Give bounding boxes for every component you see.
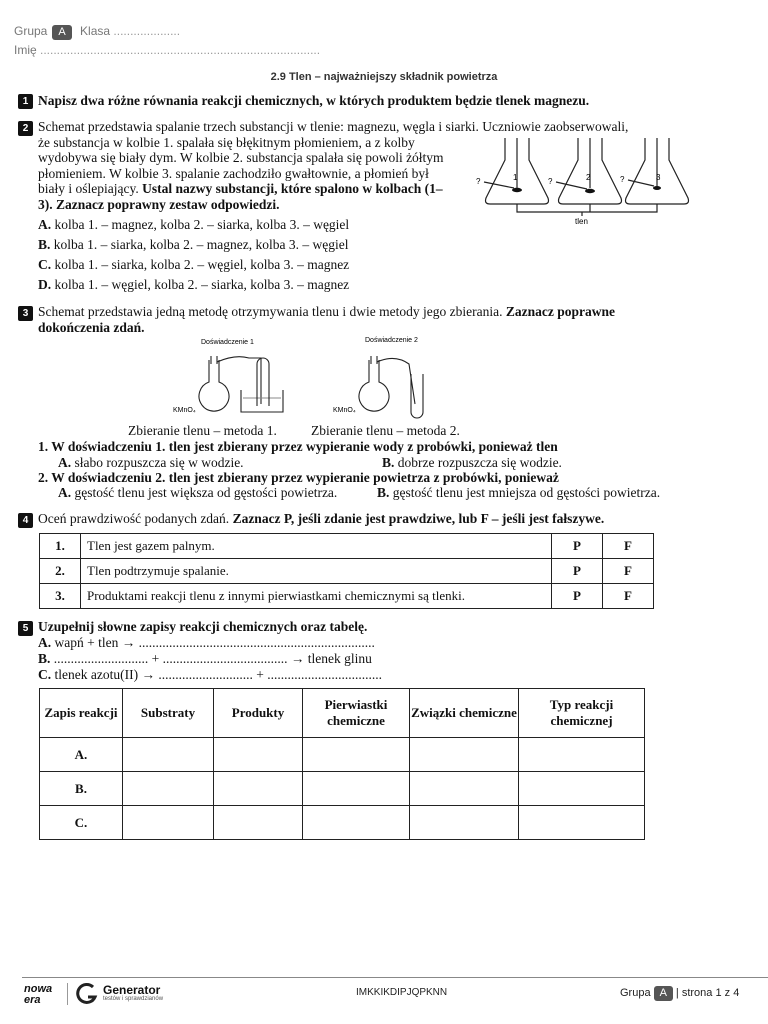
header-cell: Związki chemiczne xyxy=(410,689,519,738)
oxygen-label: tlen xyxy=(575,217,588,226)
row-label: B. xyxy=(40,772,123,806)
q5-line-b[interactable]: B. ............................ + ..................................... → tlenek glinu xyxy=(38,651,372,666)
flask-question-mark: ? xyxy=(476,177,481,186)
option-b[interactable]: B. kolba 1. – siarka, kolba 2. – magnez, kolba 3. – węgiel xyxy=(38,237,349,252)
header-cell: Typ reakcji chemicznej xyxy=(519,689,645,738)
generator-logo-subtitle: testów i sprawdzianów xyxy=(103,996,164,1002)
kmno4-label-2: KMnO₄ xyxy=(333,407,356,414)
experiment-2-title: Doświadczenie 2 xyxy=(365,337,418,344)
reaction-table xyxy=(39,688,645,840)
q2-instruction: 3). Zaznacz poprawny zestaw odpowiedzi. xyxy=(38,196,280,212)
question-number-3: 3 xyxy=(18,306,33,321)
q5-line-a[interactable]: A. wapń + tlen → ...................................................................... xyxy=(38,635,375,650)
answer-cell[interactable] xyxy=(303,806,410,840)
q2-line: Schemat przedstawia spalanie trzech substancji w tlenie: magnezu, węgla i siarki. Uczniowie zaobserwowali, xyxy=(38,119,629,134)
kmno4-label-1: KMnO₄ xyxy=(173,407,196,414)
q2-line: biały i oślepiający. xyxy=(38,181,143,196)
q3-s2-option-a[interactable]: A. gęstość tlenu jest większa od gęstości powietrza. xyxy=(58,485,338,500)
footer-group-badge: A xyxy=(654,986,673,1001)
answer-cell[interactable] xyxy=(519,772,645,806)
answer-false[interactable]: F xyxy=(603,534,654,559)
flask-question-mark: ? xyxy=(620,175,625,184)
statement-text: Tlen podtrzymuje spalanie. xyxy=(81,559,552,584)
footer-page-info xyxy=(620,986,739,1001)
table-row xyxy=(40,738,645,772)
table-row xyxy=(40,559,654,584)
generator-logo-icon xyxy=(76,982,98,1006)
q3-intro-text: Schemat przedstawia jedną metodę otrzymywania tlenu i dwie metody jego zbierania. xyxy=(38,304,506,319)
q3-s1-option-a[interactable]: A. słabo rozpuszcza się w wodzie. xyxy=(58,455,244,470)
row-number: 2. xyxy=(40,559,81,584)
q3-s1-option-b[interactable]: B. dobrze rozpuszcza się wodzie. xyxy=(382,455,562,470)
header-name-line xyxy=(14,43,320,57)
question-number-5: 5 xyxy=(18,621,33,636)
flasks-diagram xyxy=(470,132,690,227)
answer-cell[interactable] xyxy=(519,806,645,840)
header-cell: Zapis reakcji xyxy=(40,689,123,738)
q4-intro-text: Oceń prawdziwość podanych zdań. xyxy=(38,511,233,526)
answer-cell[interactable] xyxy=(410,772,519,806)
question-4-intro xyxy=(38,511,604,527)
q2-line: wydobywa się biały dym. W kolbie 2. substancja spalała się powoli żółtym xyxy=(38,150,444,165)
answer-true[interactable]: P xyxy=(552,534,603,559)
experiments-diagram xyxy=(165,334,465,424)
answer-cell[interactable] xyxy=(123,772,214,806)
question-number-1: 1 xyxy=(18,94,33,109)
logo-separator xyxy=(67,983,68,1005)
experiment-1-title: Doświadczenie 1 xyxy=(201,339,254,346)
answer-false[interactable]: F xyxy=(603,559,654,584)
answer-cell[interactable] xyxy=(123,738,214,772)
table-row xyxy=(40,584,654,609)
class-field[interactable]: .................... xyxy=(113,24,181,38)
row-label: C. xyxy=(40,806,123,840)
table-row xyxy=(40,534,654,559)
question-number-2: 2 xyxy=(18,121,33,136)
group-badge: A xyxy=(52,25,71,40)
row-number: 1. xyxy=(40,534,81,559)
q4-instruction: Zaznacz P, jeśli zdanie jest prawdziwe, lub F – jeśli jest fałszywe. xyxy=(232,511,605,526)
q2-line: płomieniem. W kolbie 3. spalanie zachodziło gwałtownie, a płomień był xyxy=(38,165,429,181)
class-label: Klasa xyxy=(80,24,111,38)
answer-cell[interactable] xyxy=(123,806,214,840)
question-1-text: Napisz dwa różne równania reakcji chemicznych, w których produktem będzie tlenek magnezu. xyxy=(38,93,590,108)
method-2-caption: Zbieranie tlenu – metoda 2. xyxy=(311,423,460,438)
statement-text: Tlen jest gazem palnym. xyxy=(81,534,552,559)
header-cell: Substraty xyxy=(123,689,214,738)
header-cell: Produkty xyxy=(214,689,303,738)
name-field[interactable]: .................................................................................... xyxy=(40,43,321,57)
option-d[interactable]: D. kolba 1. – węgiel, kolba 2. – siarka, kolba 3. – magnez xyxy=(38,277,350,292)
table-row xyxy=(40,806,645,840)
row-number: 3. xyxy=(40,584,81,609)
row-label: A. xyxy=(40,738,123,772)
q3-s2-option-b[interactable]: B. gęstość tlenu jest mniejsza od gęstości powietrza. xyxy=(377,485,661,500)
answer-cell[interactable] xyxy=(410,806,519,840)
answer-cell[interactable] xyxy=(303,772,410,806)
header-cell: Pierwiastki chemiczne xyxy=(303,689,410,738)
answer-true[interactable]: P xyxy=(552,584,603,609)
flask-label-2: 2 xyxy=(586,173,591,182)
flask-label-1: 1 xyxy=(513,173,518,182)
answer-false[interactable]: F xyxy=(603,584,654,609)
q3-statement-1: 1. W doświadczeniu 1. tlen jest zbierany przez wypieranie wody z probówki, ponieważ tlen xyxy=(38,439,558,454)
q2-line: że substancja w kolbie 1. spalała się błękitnym płomieniem, a z kolby xyxy=(38,134,415,150)
page-number: | strona 1 z 4 xyxy=(675,987,740,999)
answer-cell[interactable] xyxy=(214,738,303,772)
q3-instruction: dokończenia zdań. xyxy=(38,319,145,335)
header-group-line xyxy=(14,24,180,40)
q2-instruction: Ustal nazwy substancji, które spalono w kolbach (1– xyxy=(142,181,443,196)
answer-cell[interactable] xyxy=(214,772,303,806)
answer-cell[interactable] xyxy=(214,806,303,840)
answer-cell[interactable] xyxy=(519,738,645,772)
answer-cell[interactable] xyxy=(410,738,519,772)
footer-group-label: Grupa xyxy=(620,987,651,999)
answer-true[interactable]: P xyxy=(552,559,603,584)
method-1-caption: Zbieranie tlenu – metoda 1. xyxy=(128,423,277,438)
test-code: IMKKIKDIPJQPKNN xyxy=(356,987,448,998)
flask-question-mark: ? xyxy=(548,177,553,186)
q3-instruction: Zaznacz poprawne xyxy=(505,304,615,319)
option-c[interactable]: C. kolba 1. – siarka, kolba 2. – węgiel, kolba 3. – magnez xyxy=(38,257,350,272)
nowa-era-logo: nowa era xyxy=(24,983,53,1006)
name-label: Imię xyxy=(14,43,37,57)
question-number-4: 4 xyxy=(18,513,33,528)
table-header-row xyxy=(40,689,645,738)
group-label: Grupa xyxy=(14,24,48,38)
flask-label-3: 3 xyxy=(656,173,661,182)
q3-statement-2: 2. W doświadczeniu 2. tlen jest zbierany przez wypieranie powietrza z probówki, ponieważ xyxy=(38,470,559,485)
true-false-table xyxy=(39,533,654,609)
statement-text: Produktami reakcji tlenu z innymi pierwiastkami chemicznymi są tlenki. xyxy=(81,584,552,609)
footer-divider xyxy=(22,977,768,978)
answer-cell[interactable] xyxy=(303,738,410,772)
table-row xyxy=(40,772,645,806)
question-2-options xyxy=(38,217,349,297)
question-5-intro: Uzupełnij słowne zapisy reakcji chemicznych oraz tabelę. xyxy=(38,619,368,634)
generator-logo-text: Generator xyxy=(103,983,161,997)
page-title: 2.9 Tlen – najważniejszy składnik powietrza xyxy=(270,71,498,83)
option-a[interactable]: A. kolba 1. – magnez, kolba 2. – siarka, kolba 3. – węgiel xyxy=(38,217,350,232)
question-3-intro xyxy=(38,304,738,335)
q5-line-c[interactable]: C. tlenek azotu(II) → ............................ + .................................. xyxy=(38,667,382,682)
